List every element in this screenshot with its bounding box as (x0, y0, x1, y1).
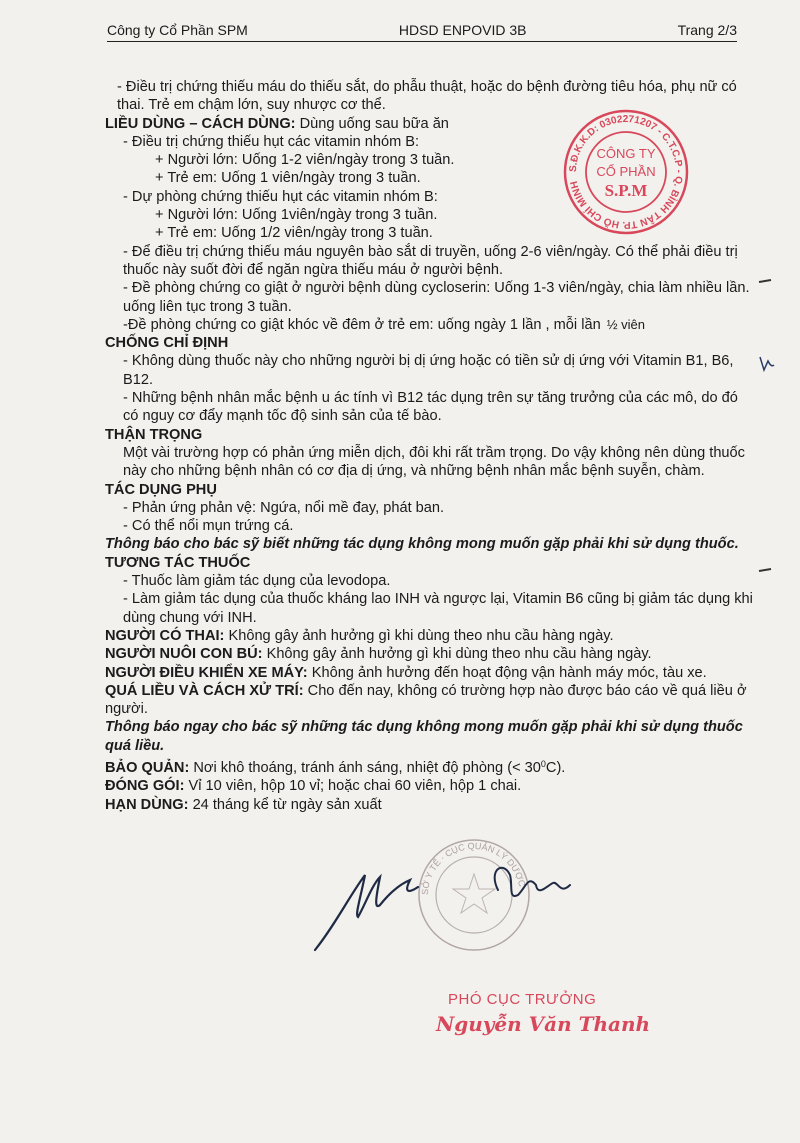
value: Vỉ 10 viên, hộp 10 vỉ; hoặc chai 60 viên, hộp 1 chai. (184, 778, 522, 795)
paragraph: - Đề phòng chứng co giật ở người bệnh dùng cycloserin: Uống 1-3 viên/ngày, chia làm nhiều lần. uống liên tục trong 3 tuần. (123, 280, 750, 315)
paragraph: - Để điều trị chứng thiếu máu nguyên bào sắt di truyền, uống 2-6 viên/ngày. Có thể phải điều trị thuốc này suốt đời để ngăn ngừa thiếu máu ở người bệnh. (123, 243, 738, 278)
overdose-line (105, 682, 753, 719)
paragraph: - Những bệnh nhân mắc bệnh u ác tính vì B12 tác dụng trên sự tăng trưởng của các mô, do đó có nguy cơ đẩy mạnh tốc độ sinh sản của tế bào. (123, 390, 738, 425)
paragraph: - Thuốc làm giảm tác dụng của levodopa. (123, 573, 391, 590)
section-heading: LIỀU DÙNG – CÁCH DÙNG: (105, 115, 296, 132)
signature-main (478, 855, 578, 915)
paragraph: - Điều trị chứng thiếu hụt các vitamin nhóm B: (123, 133, 420, 150)
label: NGƯỜI ĐIỀU KHIỂN XE MÁY: (105, 664, 308, 681)
label: HẠN DÙNG: (105, 796, 189, 813)
seal-ring-text: SỞ Y TẾ · CỤC QUẢN LÝ DƯỢC (419, 840, 528, 896)
notice-text: Thông báo cho bác sỹ biết những tác dụng không mong muốn gặp phải khi sử dụng thuốc. (105, 536, 739, 553)
value: 24 tháng kể từ ngày sản xuất (188, 796, 382, 813)
usage-text: Dùng uống sau bữa ăn (295, 115, 449, 132)
signatory-name: Nguyễn Văn Thanh (436, 1012, 651, 1036)
stamp-line: CỔ PHẦN (596, 164, 656, 179)
margin-mark (758, 355, 776, 373)
company-stamp (562, 108, 690, 236)
label: ĐÓNG GÓI: (105, 778, 185, 795)
section-heading: TÁC DỤNG PHỤ (105, 481, 217, 498)
section-heading: THẬN TRỌNG (105, 426, 203, 443)
label: NGƯỜI NUÔI CON BÚ: (105, 646, 263, 663)
company-name: Công ty Cổ Phần SPM (107, 22, 248, 38)
half-tablet: ½ viên (606, 316, 646, 332)
value: Không gây ảnh hưởng gì khi dùng theo nhu cầu hàng ngày. (224, 627, 614, 644)
margin-mark (758, 566, 772, 574)
value: Nơi khô thoáng, tránh ánh sáng, nhiệt độ phòng (< 30 (189, 759, 541, 776)
paragraph-text: -Đề phòng chứng co giật khóc về đêm ở trẻ em: uống ngày 1 lần , mỗi lần (123, 316, 601, 333)
expiry-line (105, 796, 753, 814)
notice-text: Thông báo ngay cho bác sỹ những tác dụng không mong muốn gặp phải khi sử dụng thuốc quá liều. (105, 719, 743, 754)
document-title: HDSD ENPOVID 3B (398, 22, 527, 38)
paragraph: - Có thể nổi mụn trứng cá. (123, 518, 294, 535)
paragraph: - Làm giảm tác dụng của thuốc kháng lao INH và ngược lại, Vitamin B6 cũng bị giảm tác dụng khi dùng chung với INH. (123, 591, 753, 626)
page-number: Trang 2/3 (677, 22, 737, 38)
value-end: C). (545, 759, 566, 776)
paragraph (105, 316, 753, 334)
section-heading: TƯƠNG TÁC THUỐC (105, 554, 251, 571)
margin-mark (758, 276, 772, 286)
value: Không gây ảnh hưởng gì khi dùng theo nhu cầu hàng ngày. (262, 646, 652, 663)
pregnancy-line (105, 627, 753, 645)
paragraph: + Người lớn: Uống 1viên/ngày trong 3 tuần. (155, 207, 438, 224)
packaging-line (105, 777, 753, 795)
degree-superscript: 0 (540, 758, 546, 769)
storage-line (105, 755, 753, 777)
paragraph: - Dự phòng chứng thiếu hụt các vitamin nhóm B: (123, 188, 438, 205)
paragraph: + Người lớn: Uống 1-2 viên/ngày trong 3 tuần. (155, 152, 455, 169)
breastfeeding-line (105, 645, 753, 663)
label: NGƯỜI CÓ THAI: (105, 627, 225, 644)
paragraph: - Phản ứng phản vệ: Ngứa, nổi mề đay, phát ban. (123, 499, 445, 516)
value: Cho đến nay, không có trường hợp nào được báo cáo về quá liều ở người. (105, 682, 747, 718)
driving-line (105, 664, 753, 682)
value: Không ảnh hưởng đến hoạt động vận hành máy móc, tàu xe. (307, 664, 707, 681)
signature-initial (310, 855, 430, 955)
paragraph: + Trẻ em: Uống 1/2 viên/ngày trong 3 tuần. (155, 225, 433, 242)
stamp-line: CÔNG TY (596, 146, 656, 161)
stamp-line: S.P.M (604, 181, 648, 200)
stamp-ring-text: S.Đ.K.K.D: 0302271207 - C.T.C.P - Q. BÌNH TÂN TP. HỒ CHÍ MINH (567, 113, 685, 231)
page-header (107, 22, 737, 42)
label: BẢO QUẢN: (105, 759, 190, 776)
paragraph: Một vài trường hợp có phản ứng miễn dịch, đôi khi rất trầm trọng. Do vậy không nên dùng thuốc này cho những bệnh nhân có cơ địa dị ứng, và những bệnh nhân mắc bệnh suyễn, chàm. (123, 444, 745, 480)
paragraph: - Không dùng thuốc này cho những người bị dị ứng hoặc có tiền sử dị ứng với Vitamin B1, B6, B12. (123, 353, 734, 388)
signatory-title: PHÓ CỤC TRƯỞNG (448, 991, 597, 1008)
label: QUÁ LIỀU VÀ CÁCH XỬ TRÍ: (105, 682, 304, 699)
section-heading: CHỐNG CHỈ ĐỊNH (105, 335, 229, 352)
paragraph: + Trẻ em: Uống 1 viên/ngày trong 3 tuần. (155, 170, 421, 187)
paragraph: - Điều trị chứng thiếu máu do thiếu sắt, do phẫu thuật, hoặc do bệnh đường tiêu hóa, phụ nữ có thai. Trẻ em chậm lớn, suy nhược cơ thể. (117, 79, 737, 114)
